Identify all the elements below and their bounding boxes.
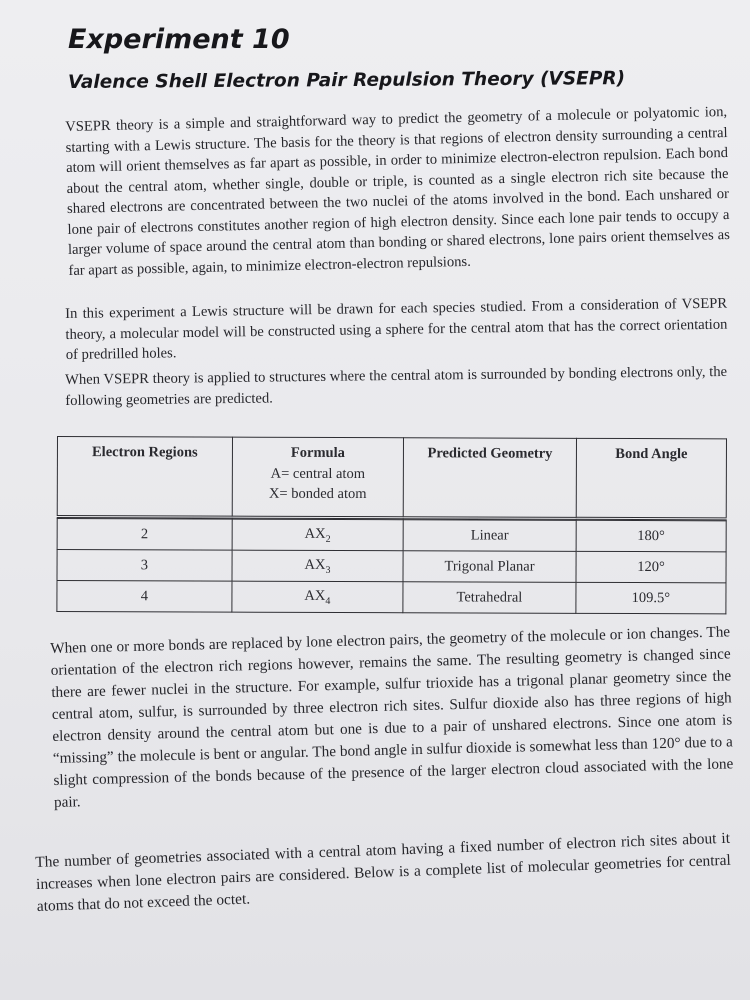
cell-geometry: Trigonal Planar [403, 551, 576, 583]
geometry-table [56, 436, 727, 614]
formula-note-bonded: X= bonded atom [268, 485, 367, 503]
cell-angle: 180° [576, 520, 726, 552]
paragraph-intro: VSEPR theory is a simple and straightforward way to predict the geometry of a molecule or polyatomic ion, starting with a Lewis structure. The basis for the theory is that regions of electron density surrounding a central atom will orient themselves as far apart as possible, in order to minimize electron-electron repulsion. Each bond about the central atom, whether single, double or triple, is counted as a single electron rich site because the shared electrons are concentrated between the two nuclei of the atoms involved in the bond. Each unshared or lone pair of electrons constitutes another region of high electron density. Since each lone pair tends to occupy a larger volume of space around the central atom than bonding or shared electrons, lone pairs orient themselves as far apart as possible, again, to minimize electron-electron repulsions. [65, 103, 731, 279]
cell-angle: 109.5° [576, 582, 726, 614]
page-title: Experiment 10 [68, 24, 290, 55]
paragraph-table-intro: When VSEPR theory is applied to structures where the central atom is surrounded by bonding electrons only, the following geometries are predicted. [65, 363, 728, 409]
table-row [57, 519, 726, 552]
page-subtitle: Valence Shell Electron Pair Repulsion Theory (VSEPR) [67, 68, 626, 93]
paragraph-experiment: In this experiment a Lewis structure will be drawn for each species studied. From a consideration of VSEPR theory, a molecular model will be constructed using a sphere for the central atom that has the correct orientation of predrilled holes. [65, 295, 728, 363]
cell-geometry: Linear [403, 520, 576, 552]
cell-regions: 3 [57, 550, 232, 582]
cell-regions: 2 [57, 519, 232, 551]
cell-angle: 120° [576, 551, 726, 583]
table-row [57, 550, 726, 583]
paragraph-lone-pairs: When one or more bonds are replaced by lone electron pairs, the geometry of the molecule or ion changes. The orientation of the electron rich regions however, remains the same. The resulting geometry is changed since there are fewer nuclei in the structure. For example, sulfur trioxide has a trigonal planar geometry since the central atom, sulfur, is surrounded by three electron rich sites. Sulfur dioxide also has three regions of high electron density around the central atom but one is due to a pair of unshared electrons. Since one atom is “missing” the molecule is bent or angular. The bond angle in sulfur dioxide is somewhat less than 120° due to a slight compression of the bonds because of the presence of the larger electron cloud associated with the lone pair. [50, 623, 734, 811]
header-electron-regions: Electron Regions [57, 437, 232, 518]
header-formula: Formula A= central atom X= bonded atom [232, 437, 404, 518]
table-header-row [57, 437, 726, 519]
paragraph-geometry-list-intro: The number of geometries associated with a central atom having a fixed number of electron rich sites about it increases when lone electron pairs are considered. Below is a complete list of molecular geometries for central atoms that do not exceed the octet. [35, 829, 732, 915]
formula-note-central: A= central atom [270, 465, 366, 483]
header-bond-angle: Bond Angle [576, 438, 726, 519]
header-predicted-geometry: Predicted Geometry [403, 438, 576, 519]
table-row [57, 581, 726, 614]
cell-formula: $AX_4$ [232, 581, 403, 613]
cell-formula: $AX_3$ [232, 550, 403, 582]
cell-geometry: Tetrahedral [403, 582, 576, 614]
cell-regions: 4 [57, 581, 232, 613]
cell-formula: $AX_2$ [232, 519, 403, 551]
